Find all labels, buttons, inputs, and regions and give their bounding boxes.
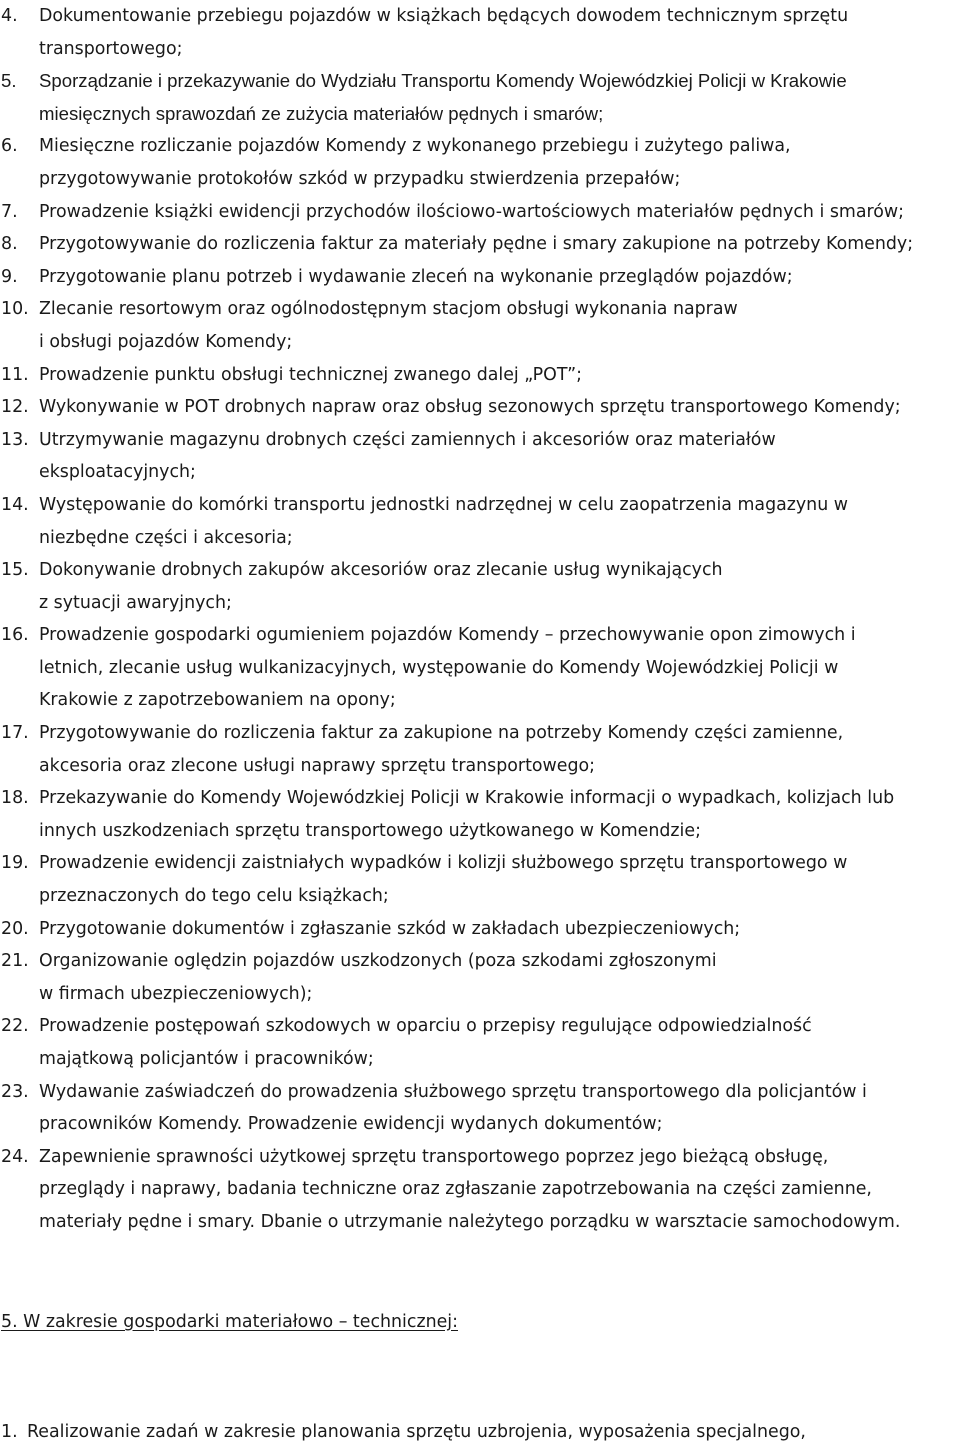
list-item xyxy=(0,424,960,489)
list-item-text-line: Prowadzenie postępowań szkodowych w oparciu o przepisy regulujące odpowiedzialność xyxy=(39,1016,812,1037)
list-item-text-line: Miesięczne rozliczanie pojazdów Komendy z wykonanego przebiegu i zużytego paliwa, xyxy=(39,136,791,157)
list-item xyxy=(0,619,960,717)
list-item-text-line: Utrzymywanie magazynu drobnych części zamiennych i akcesoriów oraz materiałów xyxy=(39,429,776,450)
list-item-number: 17. xyxy=(1,723,29,744)
list-item-text-line: Przekazywanie do Komendy Wojewódzkiej Policji w Krakowie informacji o wypadkach, kolizjach lub xyxy=(39,788,895,809)
list-item-text-line: przeznaczonych do tego celu książkach; xyxy=(39,886,389,907)
list-item-text-line: Prowadzenie punktu obsługi technicznej zwanego dalej „POT”; xyxy=(39,364,582,385)
list-item-number: 22. xyxy=(1,1016,29,1037)
list-item-text-line: Prowadzenie ewidencji zaistniałych wypadków i kolizji służbowego sprzętu transportowego w xyxy=(39,853,848,874)
list-item xyxy=(0,261,960,294)
list-item xyxy=(0,391,960,424)
list-item xyxy=(0,945,960,1010)
list-item xyxy=(0,489,960,554)
list-item-text-line: niezbędne części i akcesoria; xyxy=(39,527,293,548)
list-item-number: 6. xyxy=(1,136,18,157)
list-item xyxy=(0,359,960,392)
list-item-number: 20. xyxy=(1,918,29,939)
list-item-text-line: Dokumentowanie przebiegu pojazdów w książkach będących dowodem technicznym sprzętu xyxy=(39,6,849,26)
list-item-number: 5. xyxy=(1,70,17,92)
section-heading: 5. W zakresie gospodarki materiałowo – technicznej: xyxy=(1,1312,458,1332)
list-item-text-line: majątkową policjantów i pracowników; xyxy=(39,1049,374,1069)
list-item-text-line: Dokonywanie drobnych zakupów akcesoriów oraz zlecanie usług wynikających xyxy=(39,560,723,581)
list-item-text: Realizowanie zadań w zakresie planowania sprzętu uzbrojenia, wyposażenia specjalnego, xyxy=(27,1422,806,1442)
list-item-number: 19. xyxy=(1,853,29,874)
list-item-text-line: Organizowanie oględzin pojazdów uszkodzonych (poza szkodami zgłoszonymi xyxy=(39,951,717,972)
list-item xyxy=(0,130,960,195)
list-item xyxy=(0,196,960,229)
list-item-text-line: Prowadzenie gospodarki ogumieniem pojazdów Komendy – przechowywanie opon zimowych i xyxy=(39,625,856,646)
list-item xyxy=(0,913,960,946)
list-item-number: 11. xyxy=(1,364,29,385)
list-item-text-line: z sytuacji awaryjnych; xyxy=(39,592,232,613)
list-item-text-line: Zapewnienie sprawności użytkowej sprzętu transportowego poprzez jego bieżącą obsługę, xyxy=(39,1146,829,1167)
list-item-text-line: innych uszkodzeniach sprzętu transportowego użytkowanego w Komendzie; xyxy=(39,820,701,841)
list-item xyxy=(0,717,960,782)
list-item-text-line: Krakowie z zapotrzebowaniem na opony; xyxy=(39,690,396,711)
list-item xyxy=(0,0,960,65)
list-item-number: 23. xyxy=(1,1081,29,1102)
list-item-text-line: eksploatacyjnych; xyxy=(39,462,196,483)
list-item-text-line: pracowników Komendy. Prowadzenie ewidencji wydanych dokumentów; xyxy=(39,1114,663,1135)
list-item-text-line: i obsługi pojazdów Komendy; xyxy=(39,331,293,352)
list-item-text-line: materiały pędne i smary. Dbanie o utrzymanie należytego porządku w warsztacie samochodowym. xyxy=(39,1211,901,1232)
list-item-text-line: Wydawanie zaświadczeń do prowadzenia służbowego sprzętu transportowego dla policjantów i xyxy=(39,1081,867,1102)
list-item-number: 24. xyxy=(1,1146,29,1167)
list-item-text-line: Występowanie do komórki transportu jednostki nadrzędnej w celu zaopatrzenia magazynu w xyxy=(39,494,848,515)
list-item xyxy=(0,228,960,261)
list-item xyxy=(0,65,960,130)
list-item-number: 16. xyxy=(1,625,29,646)
list-item xyxy=(0,1416,806,1448)
list-item-number: 7. xyxy=(1,201,18,222)
list-item-number: 9. xyxy=(1,266,18,287)
list-item xyxy=(0,1076,960,1141)
list-item xyxy=(0,847,960,912)
list-item-number: 1. xyxy=(1,1422,18,1442)
list-item-number: 14. xyxy=(1,494,29,515)
list-item-number: 12. xyxy=(1,397,29,418)
list-item-text-line: akcesoria oraz zlecone usługi naprawy sprzętu transportowego; xyxy=(39,755,595,776)
list-item-text-line: Zlecanie resortowym oraz ogólnodostępnym stacjom obsługi wykonania napraw xyxy=(39,299,738,320)
list-item xyxy=(0,782,960,847)
list-item-text-line: Prowadzenie książki ewidencji przychodów ilościowo-wartościowych materiałów pędnych i smarów; xyxy=(39,201,904,222)
list-item xyxy=(0,554,960,619)
list-item-text-line: transportowego; xyxy=(39,38,183,59)
list-item-text-line: Przygotowywanie do rozliczenia faktur za materiały pędne i smary zakupione na potrzeby Komendy; xyxy=(39,234,914,255)
list-item-text-line: Przygotowanie dokumentów i zgłaszanie szkód w zakładach ubezpieczeniowych; xyxy=(39,918,741,939)
list-item-text-line: Sporządzanie i przekazywanie do Wydziału Transportu Komendy Wojewódzkiej Policji w Krakowie xyxy=(39,70,847,92)
list-item-text-line: Wykonywanie w POT drobnych napraw oraz obsług sezonowych sprzętu transportowego Komendy; xyxy=(39,397,901,418)
list-item-text-line: przeglądy i naprawy, badania techniczne oraz zgłaszanie zapotrzebowania na części zamienne, xyxy=(39,1179,872,1200)
list-item-text-line: przygotowywanie protokołów szkód w przypadku stwierdzenia przepałów; xyxy=(39,168,681,189)
list-item xyxy=(0,1010,960,1075)
list-item-number: 4. xyxy=(1,6,18,26)
list-item xyxy=(0,1141,960,1239)
list-item-number: 15. xyxy=(1,560,29,581)
list-item-text-line: miesięcznych sprawozdań ze zużycia materiałów pędnych i smarów; xyxy=(39,102,604,124)
list-item xyxy=(0,293,960,358)
list-item-text-line: Przygotowywanie do rozliczenia faktur za zakupione na potrzeby Komendy części zamienne, xyxy=(39,723,844,744)
list-item-text-line: letnich, zlecanie usług wulkanizacyjnych, występowanie do Komendy Wojewódzkiej Policji w xyxy=(39,657,839,678)
list-item-number: 8. xyxy=(1,234,18,255)
list-item-number: 18. xyxy=(1,788,29,809)
list-item-number: 21. xyxy=(1,951,29,972)
list-item-number: 10. xyxy=(1,299,29,320)
list-item-text-line: w firmach ubezpieczeniowych); xyxy=(39,983,313,1004)
list-item-number: 13. xyxy=(1,429,29,450)
list-item-text-line: Przygotowanie planu potrzeb i wydawanie zleceń na wykonanie przeglądów pojazdów; xyxy=(39,266,793,287)
